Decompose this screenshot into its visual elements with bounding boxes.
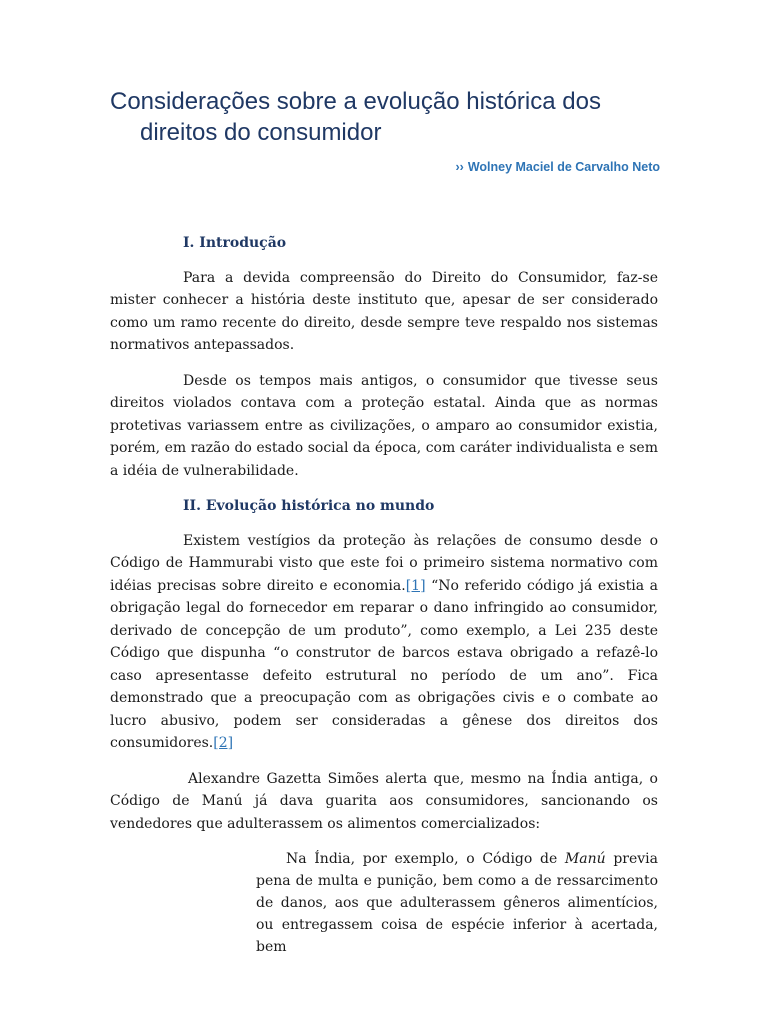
paragraph: Para a devida compreensão do Direito do Consumidor, faz-se mister conhecer a história deste instituto que, apesar de ser considerado como um ramo recente do direito, desde sempre teve respaldo nos sistemas normativos antepassados. bbox=[110, 269, 658, 353]
quote-italic-text: Manú bbox=[564, 851, 606, 867]
quote-text: Na Índia, por exemplo, o Código de bbox=[286, 851, 565, 867]
author-arrow-icon: ›› bbox=[455, 160, 464, 174]
paragraph: Alexandre Gazetta Simões alerta que, mesmo na Índia antiga, o Código de Manú já dava guarita aos consumidores, sancionando os vendedores que adulterassem os alimentos comercializados: bbox=[110, 770, 658, 832]
title-line-1: Considerações sobre a evolução histórica dos bbox=[110, 88, 601, 115]
paragraph bbox=[110, 530, 658, 755]
author-name: Wolney Maciel de Carvalho Neto bbox=[467, 160, 660, 174]
footnote-link-2[interactable]: [2] bbox=[213, 735, 234, 751]
paragraph: Desde os tempos mais antigos, o consumidor que tivesse seus direitos violados contava com a proteção estatal. Ainda que as normas protetivas variassem entre as civilizações, o amparo ao consumidor existia, porém, em razão do estado social da época, com caráter individualista e sem a idéia de vulnerabilidade. bbox=[110, 372, 658, 479]
footnote-link-1[interactable]: [1] bbox=[405, 577, 426, 594]
section-heading-evolucao: II. Evolução histórica no mundo bbox=[183, 498, 435, 514]
paragraph-text: Existem vestígios da proteção às relações de consumo desde o Código de Hammurabi visto que este foi o primeiro sistema normativo com idéias precisas sobre direito e economia. bbox=[110, 532, 658, 594]
document-body bbox=[110, 232, 658, 958]
paragraph-text: “No referido código já existia a obrigação legal do fornecedor em reparar o dano infringido ao consumidor, derivado de concepção de um produto”, como exemplo, a Lei 235 deste Código que dispunha “o construtor de barcos estava obrigado a refazê-lo caso apresentasse defeito estrutural no período de um ano”. Fica demonstrado que a preocupação com as obrigações civis e o combate ao lucro abusivo, podem ser consideradas a gênese dos direitos dos consumidores. bbox=[110, 577, 659, 751]
document-title bbox=[110, 86, 670, 148]
author-byline[interactable] bbox=[455, 160, 660, 174]
block-quote bbox=[256, 848, 658, 958]
title-line-2: direitos do consumidor bbox=[140, 119, 382, 146]
section-heading-introducao: I. Introdução bbox=[183, 235, 287, 251]
quote-text: previa pena de multa e punição, bem como a de ressarcimento de danos, aos que adulterassem gêneros alimentícios, ou entregassem coisa de espécie inferior à acertada, bem bbox=[256, 851, 658, 955]
